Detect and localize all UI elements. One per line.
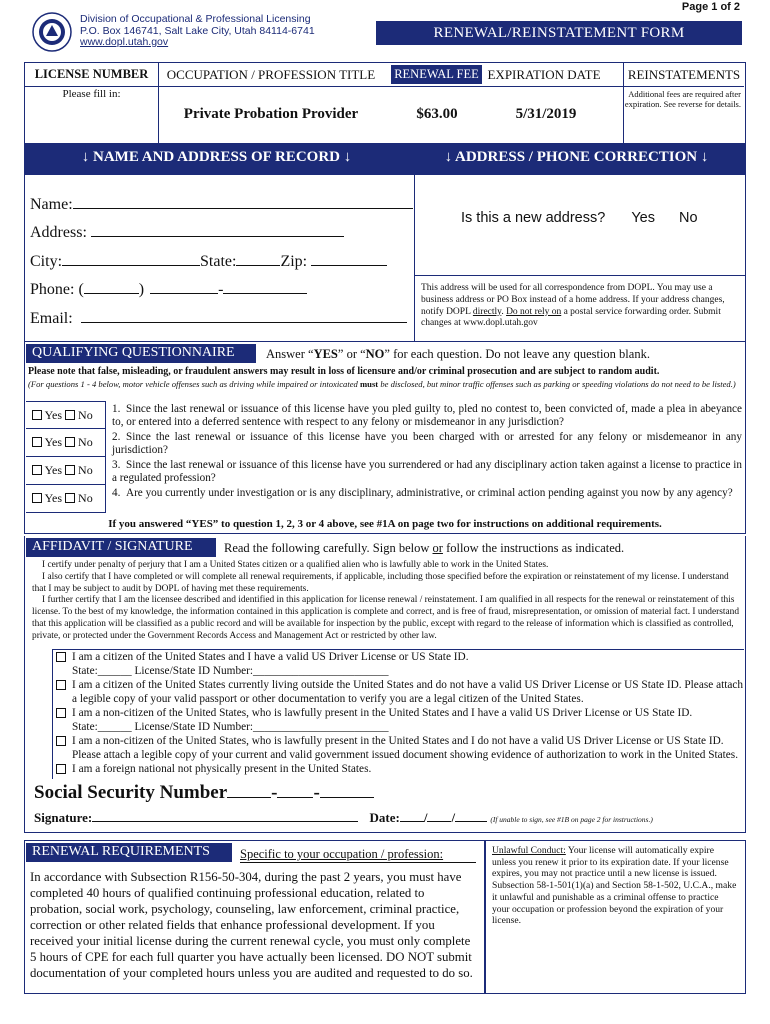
address-field[interactable] [91,223,344,237]
q3-no-checkbox[interactable] [65,465,75,475]
name-label: Name: [30,196,73,213]
utah-seal-icon [32,12,72,52]
q4-yes-label: Yes [44,491,63,505]
option-4-text: I am a non-citizen of the United States, who is lawfully present in the United States and I do not have a valid US Driver License or US State ID. Please attach a legible copy of your current and valid government issued document showing evidence of authorization to work in the United States. [72,735,739,761]
affidavit-title: AFFIDAVIT / SIGNATURE [26,538,216,557]
q3-yes-checkbox[interactable] [32,465,42,475]
expiration-label: EXPIRATION DATE [487,67,601,82]
q2-yes-checkbox[interactable] [32,437,42,447]
signature-row [34,810,653,826]
ssn-part-1[interactable] [227,782,271,798]
date-slash-2: / [451,810,456,825]
date-month-field[interactable] [400,810,424,822]
unlawful-conduct [492,845,738,927]
name-field[interactable] [73,195,413,209]
license-table [24,62,746,145]
state-field[interactable] [236,252,280,266]
affidavit-instruction: Read the following carefully. Sign below or follow the instructions as indicated. [224,541,625,555]
signature-field[interactable] [92,810,358,822]
questionnaire-note: (For questions 1 - 4 below, motor vehicle offenses such as driving while impaired or intoxicated must be disclosed, but minor traffic offenses such as parking or speeding violations do not need to be listed.) [28,379,736,389]
unlawful-body: Your license will automatically expire unless you renew it prior to its expiration date. If your license expires, you may not practice until a new license is issued. Subsection 58-1-501(1)(a) and Section 58-1-502, U.C.A., make it unlawful and punishable as a criminal offense to practice your occupation or profession beyond the expiration of your license. [492,845,737,927]
q4-yes-checkbox[interactable] [32,493,42,503]
affidavit-para-2: I also certify that I have completed or will complete all renewal requirements, if applicable, including those specified before the expiration or reinstatement of my license. I understand that I may be subject to audit by DOPL of having met these requirements. [32,571,729,594]
affidavit-para-3: I further certify that I am the licensee described and identified in this application for license renewal / reinstatement. I am qualified in all respects for the renewal or reinstatement of this license. To the best of my knowledge, the information contained in this application is complete and correct, and is free of fraud, misrepresentation, or omission of material fact. I understand that this application will be classified as a public record and will be available for inspection by the public, except with regard to the release of information which is classified as controlled, private, or protected under the Government Records Access and Management Act or restricted by other law. [32,595,740,641]
renewal-title: RENEWAL REQUIREMENTS [26,843,232,862]
phone-label: Phone: ( [30,281,84,298]
org-website[interactable]: www.dopl.utah.gov [80,36,169,48]
renewal-body: In accordance with Subsection R156-50-304, during the past 2 years, you must have completed 40 hours of qualified continuing professional education, related to probation, social work, psychology, counseling, law enforcement, criminal practice, correction or other related fields that enhance professional development. If you received your initial license during the current renewal cycle, you must only complete 5 hours of CPE for each full quarter you have actually been licensed. DO NOT submit documentation of your completed hours unless you are audited and requested to do so. [30,870,473,980]
new-address-no[interactable]: No [679,210,698,226]
question-3: 3. Since the last renewal or issuance of this license have you surrendered or had any disciplinary action taken against a license to practice in a regulated profession? [112,459,742,484]
questionnaire-instruction: Answer “YES” or “NO” for each question. Do not leave any question blank. [266,347,650,361]
option-5-text: I am a foreign national not physically present in the United States. [72,763,372,775]
questionnaire-title: QUALIFYING QUESTIONNAIRE [26,344,256,363]
ssn-part-3[interactable] [320,782,374,798]
option-4-checkbox[interactable] [56,736,66,746]
reinstatements-label: REINSTATEMENTS [627,67,741,82]
correction-heading: ↓ ADDRESS / PHONE CORRECTION ↓ [444,149,709,165]
q2-no-checkbox[interactable] [65,437,75,447]
question-2: 2. Since the last renewal or issuance of this license have you been charged with or arrested for any felony or misdemeanor in any jurisdiction? [112,431,742,456]
new-address-question: Is this a new address? [461,210,606,226]
citizenship-option-4 [54,734,744,762]
q4-no-checkbox[interactable] [65,493,75,503]
date-year-field[interactable] [455,810,487,822]
sign-note: (If unable to sign, see #1B on page 2 for instructions.) [490,815,653,824]
question-list [26,401,744,515]
questionnaire-warning: Please note that false, misleading, or fraudulent answers may result in loss of licensure and/or criminal prosecution and are subject to random audit. [28,366,660,377]
date-label: Date: [369,810,400,825]
q1-no-checkbox[interactable] [65,410,75,420]
q4-answer [26,485,106,513]
expiration-value: 5/31/2019 [515,106,577,122]
license-number-label: LICENSE NUMBER [34,67,149,81]
option-3-checkbox[interactable] [56,708,66,718]
citizenship-option-2 [54,678,744,706]
zip-field[interactable] [311,252,387,266]
q1-yes-label: Yes [44,408,63,422]
q1-no-label: No [78,408,93,422]
ssn-label: Social Security Number [34,782,228,803]
ssn-dash-1: - [271,782,278,803]
ssn-part-2[interactable] [277,782,313,798]
q1-answer [26,401,106,429]
occupation-label: OCCUPATION / PROFESSION TITLE [166,67,376,82]
q2-yes-label: Yes [44,435,63,449]
q2-no-label: No [78,435,93,449]
option-1-text: I am a citizen of the United States and I have a valid US Driver License or US State ID. [72,651,469,663]
phone-dash: - [218,281,224,298]
citizenship-list [54,650,744,776]
q3-yes-label: Yes [44,463,63,477]
reinstatements-note: Additional fees are required after expiration. See reverse for details. [624,89,741,109]
zip-label: Zip: [280,253,308,270]
address-label: Address: [30,224,87,241]
option-2-text: I am a citizen of the United States currently living outside the United States and do not have a valid US Driver License or US State ID. Please attach a legible copy of your valid passport or other documentation to verify you are a legal citizen of the United States. [72,679,744,705]
phone-area-field[interactable] [84,280,139,294]
ssn-row [34,782,374,804]
date-slash-1: / [423,810,428,825]
citizenship-option-3 [54,706,744,734]
option-1-id-fields[interactable]: State:______ License/State ID Number:________________________ [72,665,389,677]
record-of-name-heading: ↓ NAME AND ADDRESS OF RECORD ↓ [81,149,352,165]
option-1-checkbox[interactable] [56,652,66,662]
q4-no-label: No [78,491,93,505]
affidavit-statement [32,560,740,643]
q1-yes-checkbox[interactable] [32,410,42,420]
phone-prefix-field[interactable] [150,280,218,294]
phone-line-field[interactable] [223,280,307,294]
page-number: Page 1 of 2 [681,1,740,13]
license-number-hint[interactable]: Please fill in: [62,88,121,100]
option-5-checkbox[interactable] [56,764,66,774]
city-field[interactable] [62,252,200,266]
phone-paren: ) [138,281,145,298]
option-3-text: I am a non-citizen of the United States, who is lawfully present in the United States and I have a valid US Driver License or US State ID. [72,707,693,719]
correction-note: This address will be used for all correspondence from DOPL. You may use a business address or PO Box instead of a home address. If your address changes, notify DOPL directly. Do not rely on a postal service forwarding order. Submit changes at www.dopl.utah.gov [421,283,725,329]
email-label: Email: [30,310,73,327]
signature-label: Signature: [34,810,93,825]
new-address-yes[interactable]: Yes [631,210,655,226]
renewal-subtitle: Specific to your occupation / profession: [240,847,476,863]
renewal-fee-value: $63.00 [416,106,458,122]
q2-answer [26,429,106,457]
option-3-id-fields[interactable]: State:______ License/State ID Number:________________________ [72,721,389,733]
state-label: State: [200,253,237,270]
email-field[interactable] [81,309,407,323]
renewal-fee-label: RENEWAL FEE [391,65,482,84]
citizenship-option-1 [54,650,744,678]
correction-box [414,175,746,341]
q3-answer [26,457,106,485]
question-1: 1. Since the last renewal or issuance of this license have you pled guilty to, pled no contest to, been convicted of, made a plea in abeyance to, or entered into a deferred sentence with respect to any felony or misdemeanor in any jurisdiction? [112,403,742,428]
date-day-field[interactable] [427,810,451,822]
questionnaire-footer: If you answered “YES” to question 1, 2, 3 or 4 above, see #1A on page two for instructions on additional requirements. [108,518,662,530]
citizenship-option-5 [54,762,744,776]
affidavit-para-1: I certify under penalty of perjury that I am a United States citizen or a qualified alien who is lawfully able to work in the United States. [42,560,549,570]
unlawful-title: Unlawful Conduct: [492,845,566,856]
option-2-checkbox[interactable] [56,680,66,690]
org-address: P.O. Box 146741, Salt Lake City, Utah 84114-6741 [80,24,315,37]
question-4: 4. Are you currently under investigation or is any disciplinary, administrative, or criminal action pending against you now by any agency? [112,487,733,499]
q3-no-label: No [78,463,93,477]
city-label: City: [30,253,63,270]
ssn-dash-2: - [313,782,320,803]
record-bar [24,143,746,175]
occupation-value: Private Probation Provider [183,106,359,122]
form-title: RENEWAL/REINSTATEMENT FORM [376,21,742,45]
org-name: Division of Occupational & Professional Licensing [80,13,311,25]
